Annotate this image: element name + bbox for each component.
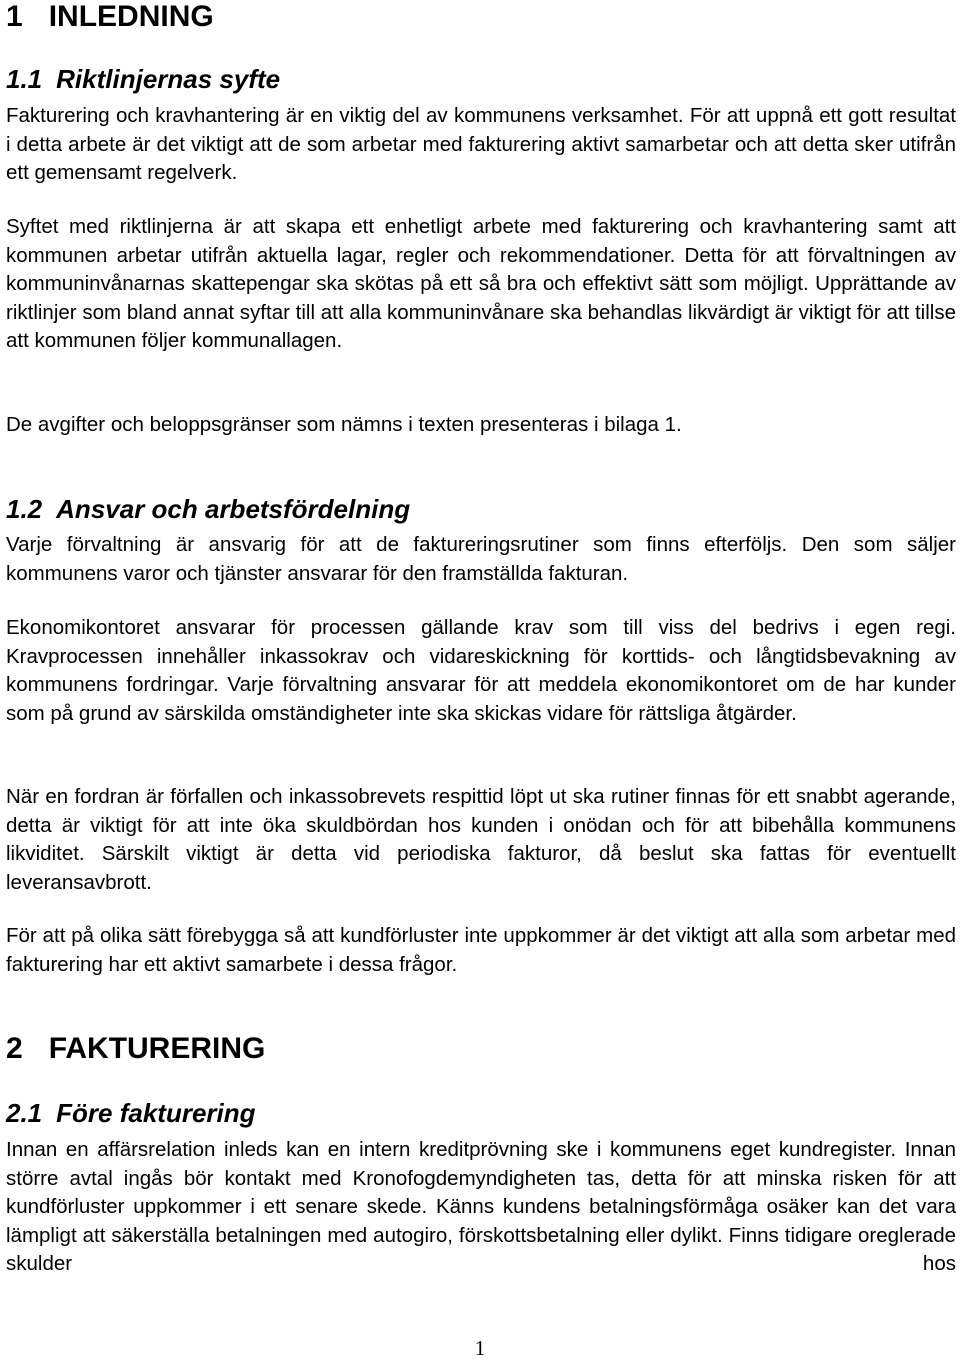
subsection-title: Riktlinjernas syfte [56, 64, 281, 94]
subsection-1-2-heading [6, 494, 410, 524]
section-title: FAKTURERING [48, 1032, 266, 1065]
subsection-1-1-heading [6, 64, 280, 94]
paragraph: Fakturering och kravhantering är en viktig del av kommunens verksamhet. För att uppnå ett gott resultat i detta arbete är det viktigt att de som arbetar med fakturering aktivt samarbetar och att detta sker utifrån ett gemensamt regelverk. [6, 104, 956, 184]
section-number: 1 [6, 0, 23, 33]
subsection-number: 1.1 [6, 64, 43, 94]
paragraph: För att på olika sätt förebygga så att kundförluster inte uppkommer är det viktigt att alla som arbetar med fakturering har ett aktivt samarbete i dessa frågor. [6, 924, 956, 976]
paragraph: Ekonomikontoret ansvarar för processen gällande krav som till viss del bedrivs i egen regi. Kravprocessen innehåller inkassokrav och vidareskickning för korttids- och långtidsbevakning av kommunens fordringar. Varje förvaltning ansvarar för att meddela ekonomikontoret om de har kunder som på grund av särskilda omständigheter inte ska skickas vidare för rättsliga åtgärder. [6, 616, 956, 725]
section-number: 2 [6, 1032, 23, 1065]
subsection-number: 2.1 [6, 1098, 43, 1128]
paragraph: När en fordran är förfallen och inkassobrevets respittid löpt ut ska rutiner finnas för ett snabbt agerande, detta är viktigt för att inte öka skuldbördan hos kunden i onödan och för att bibehålla kommunens likviditet. Särskilt viktigt är detta vid periodiska fakturor, då beslut ska fattas för eventuellt leveransavbrott. [6, 785, 956, 894]
paragraph: De avgifter och beloppsgränser som nämns i texten presenteras i bilaga 1. [6, 413, 682, 436]
subsection-title: Ansvar och arbetsfördelning [56, 494, 411, 524]
paragraph: Innan en affärsrelation inleds kan en intern kreditprövning ske i kommunens eget kundregister. Innan större avtal ingås bör kontakt med Kronofogdemyndigheten tas, detta för att minska risken för att kundförluster uppkommer i ett senare skede. Känns kundens betalningsförmåga osäker kan det vara lämpligt att säkerställa betalningen med autogiro, förskottsbetalning eller dylikt. Finns tidigare oreglerade skulder hos [6, 1138, 956, 1275]
paragraph: Syftet med riktlinjerna är att skapa ett enhetligt arbete med fakturering och kravhantering samt att kommunen arbetar utifrån aktuella lagar, regler och rekommendationer. Detta för att förvaltningen av kommuninvånarnas skattepengar ska skötas på ett så bra och effektivt sätt som möjligt. Upprättande av riktlinjer som bland annat syftar till att alla kommuninvånare ska behandlas likvärdigt är viktigt för att tillse att kommunen följer kommunallagen. [6, 215, 956, 352]
paragraph: Varje förvaltning är ansvarig för att de faktureringsrutiner som finns efterföljs. Den som säljer kommunens varor och tjänster ansvarar för den framställda fakturan. [6, 533, 956, 585]
subsection-2-1-heading [6, 1098, 256, 1128]
section-1-heading [6, 0, 214, 34]
page-number: 1 [474, 1336, 486, 1360]
subsection-title: Före fakturering [56, 1098, 256, 1128]
section-title: INLEDNING [48, 0, 214, 33]
subsection-number: 1.2 [6, 494, 43, 524]
section-2-heading [6, 1032, 265, 1066]
